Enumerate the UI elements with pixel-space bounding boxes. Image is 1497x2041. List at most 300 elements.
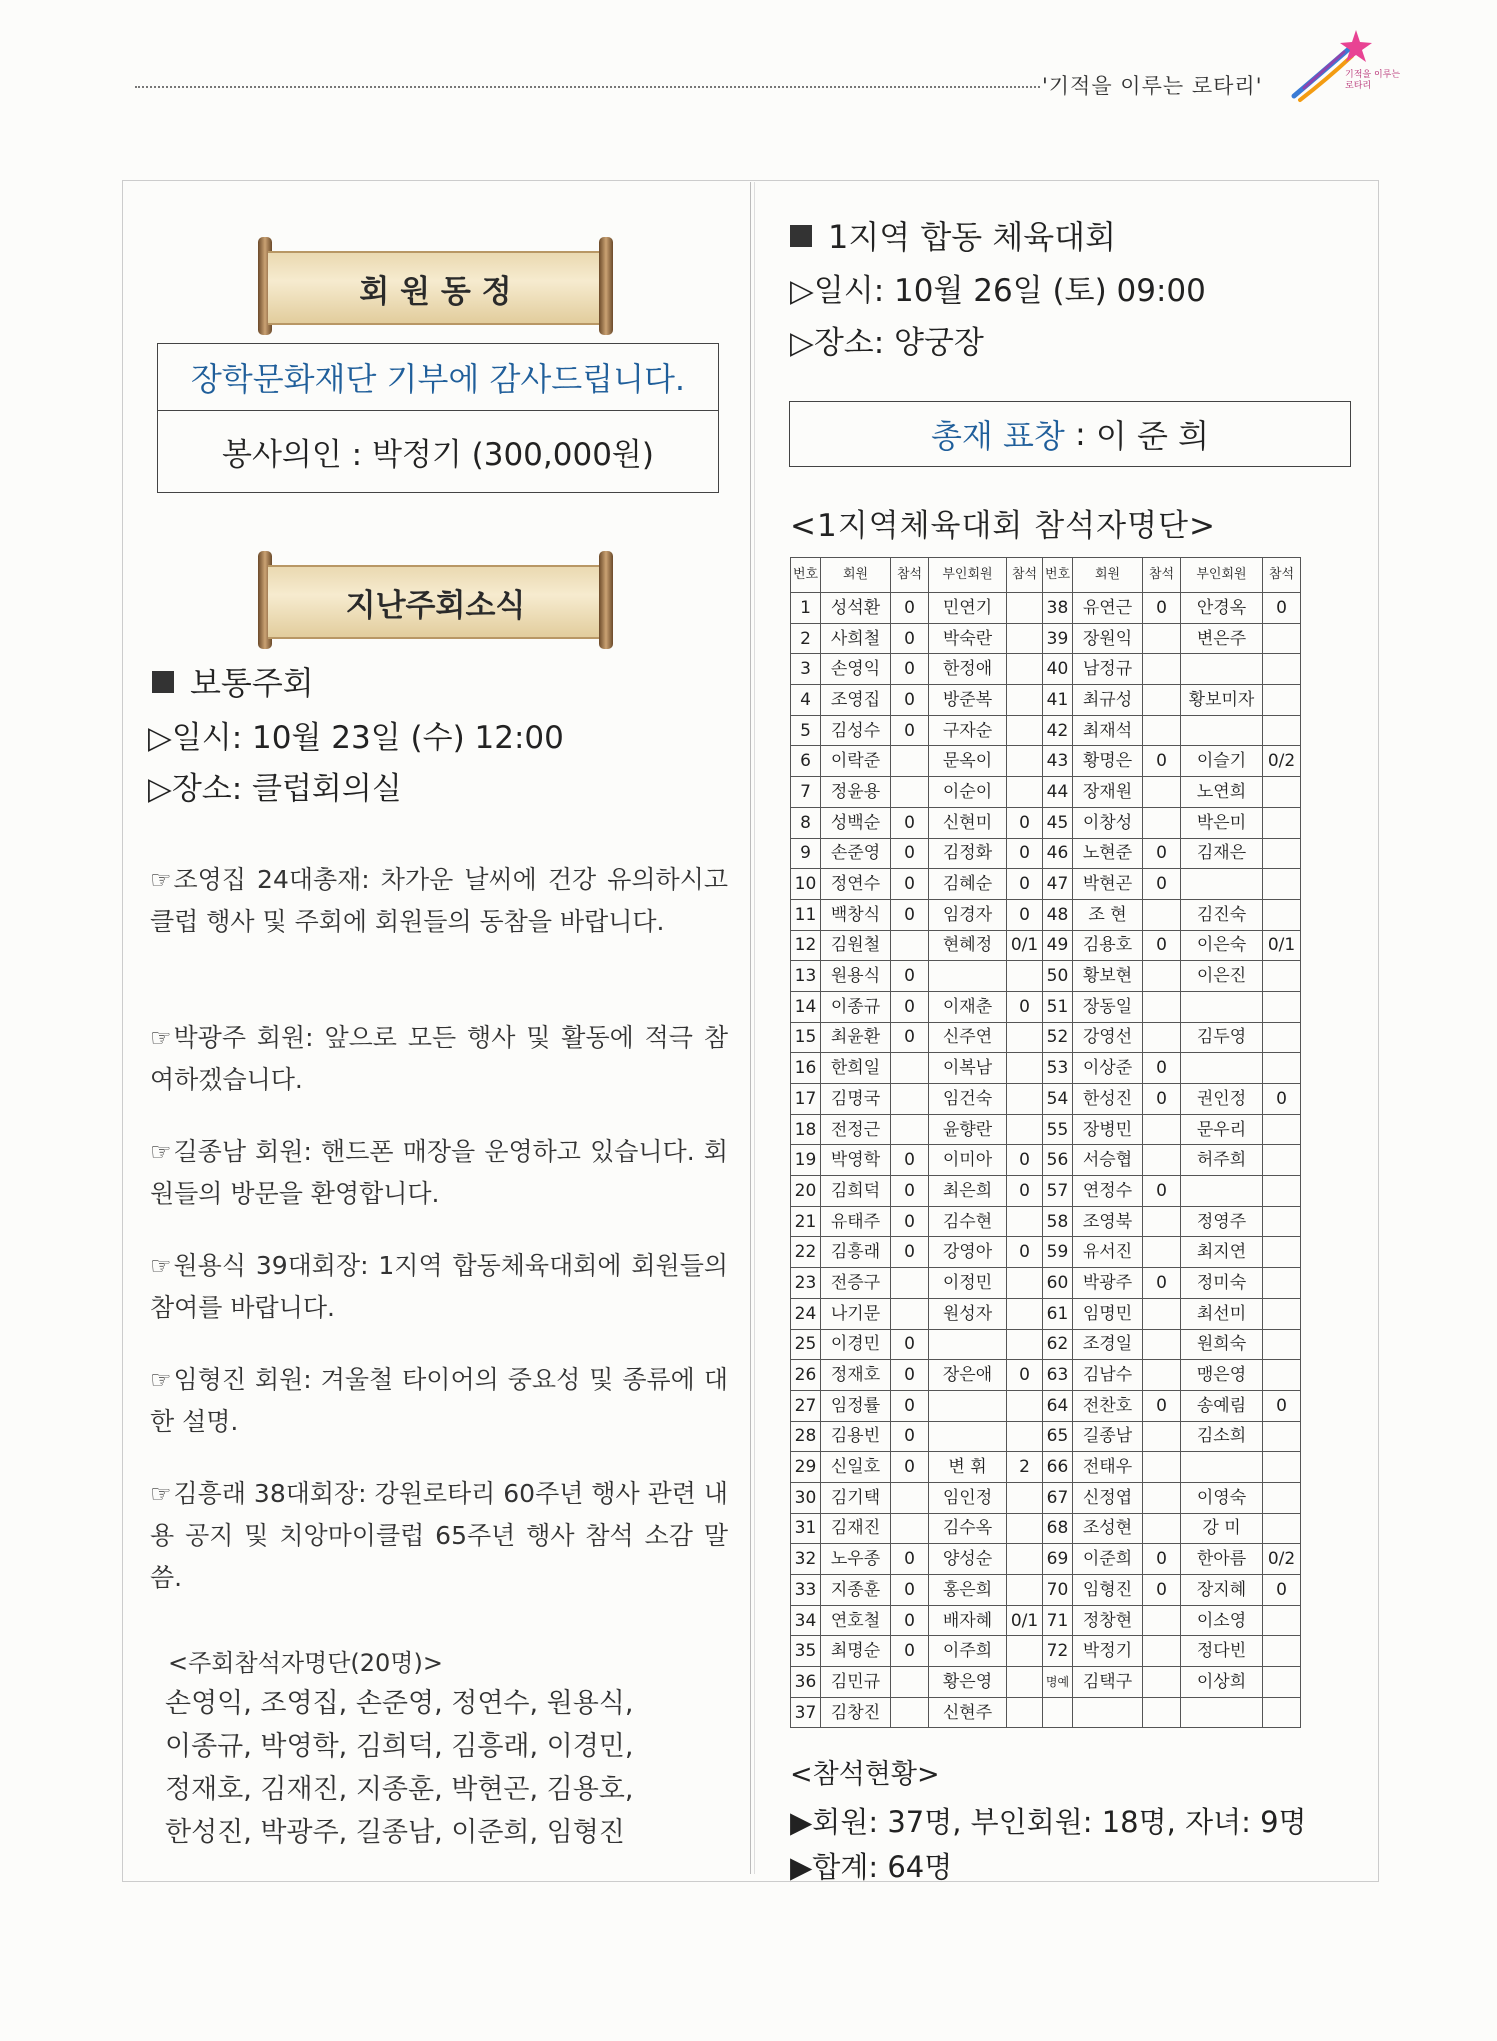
attendance-table-title: <1지역체육대회 참석자명단> bbox=[790, 508, 1216, 544]
table-row bbox=[791, 1053, 1301, 1084]
table-cell bbox=[891, 1513, 929, 1544]
table-cell bbox=[1181, 715, 1263, 746]
award-label: 총재 표창 bbox=[930, 417, 1065, 455]
table-row bbox=[791, 1421, 1301, 1452]
table-cell: 2 bbox=[791, 623, 821, 654]
roster-line: 한성진, 박광주, 길종남, 이준희, 임형진 bbox=[165, 1817, 625, 1848]
table-cell bbox=[1181, 869, 1263, 900]
table-cell: 72 bbox=[1043, 1636, 1073, 1667]
table-cell: 15 bbox=[791, 1022, 821, 1053]
table-row bbox=[791, 1575, 1301, 1606]
table-cell bbox=[1007, 1667, 1043, 1698]
table-cell: 0 bbox=[891, 1636, 929, 1667]
message-item: ☞원용식 39대회장: 1지역 합동체육대회에 회원들의 참여를 바랍니다. bbox=[150, 1251, 728, 1322]
table-cell bbox=[1181, 1053, 1263, 1084]
table-cell: 6 bbox=[791, 746, 821, 777]
table-cell: 0 bbox=[891, 1329, 929, 1360]
table-cell: 10 bbox=[791, 869, 821, 900]
table-cell: 5 bbox=[791, 715, 821, 746]
table-cell bbox=[891, 930, 929, 961]
donation-line: 봉사의인 : 박정기 (300,000원) bbox=[222, 436, 654, 473]
table-row bbox=[791, 961, 1301, 992]
table-cell: 김재은 bbox=[1181, 838, 1263, 869]
table-cell: 배자혜 bbox=[929, 1605, 1007, 1636]
table-cell bbox=[891, 1667, 929, 1698]
table-cell: 유태주 bbox=[821, 1206, 891, 1237]
table-cell bbox=[891, 1697, 929, 1728]
table-cell: 0/1 bbox=[1263, 930, 1301, 961]
table-cell bbox=[1143, 623, 1181, 654]
header-slogan: '기적을 이루는 로타리' bbox=[1042, 74, 1263, 98]
table-row bbox=[791, 1084, 1301, 1115]
table-cell: 1 bbox=[791, 593, 821, 624]
table-header-cell: 번호 bbox=[791, 558, 821, 593]
table-cell bbox=[1181, 654, 1263, 685]
roster-line: 손영익, 조영집, 손준영, 정연수, 원용식, bbox=[165, 1688, 634, 1719]
table-row bbox=[791, 1513, 1301, 1544]
table-cell: 37 bbox=[791, 1697, 821, 1728]
table-cell: 연정수 bbox=[1073, 1176, 1143, 1207]
column-divider-inner bbox=[754, 182, 755, 1874]
table-cell: 이소영 bbox=[1181, 1605, 1263, 1636]
table-cell: 김기택 bbox=[821, 1482, 891, 1513]
square-bullet-icon bbox=[152, 671, 174, 693]
table-cell: 이종규 bbox=[821, 991, 891, 1022]
table-cell: 성석환 bbox=[821, 593, 891, 624]
table-cell: 0 bbox=[1143, 746, 1181, 777]
table-cell: 김창진 bbox=[821, 1697, 891, 1728]
table-cell bbox=[891, 1268, 929, 1299]
table-cell: 0 bbox=[891, 1145, 929, 1176]
table-row bbox=[791, 1176, 1301, 1207]
table-cell: 이영숙 bbox=[1181, 1482, 1263, 1513]
table-cell: 0 bbox=[1263, 593, 1301, 624]
table-cell bbox=[1263, 685, 1301, 716]
table-cell: 강 미 bbox=[1181, 1513, 1263, 1544]
table-cell bbox=[1007, 777, 1043, 808]
pointing-hand-icon: ☞ bbox=[150, 1138, 172, 1166]
table-cell: 신정엽 bbox=[1073, 1482, 1143, 1513]
table-cell: 강영선 bbox=[1073, 1022, 1143, 1053]
table-cell: 9 bbox=[791, 838, 821, 869]
table-cell: 0/1 bbox=[1007, 1605, 1043, 1636]
table-cell: 박광주 bbox=[1073, 1268, 1143, 1299]
table-cell bbox=[1143, 1452, 1181, 1483]
table-cell: 0 bbox=[1007, 991, 1043, 1022]
table-cell: 0 bbox=[891, 1237, 929, 1268]
table-cell: 0 bbox=[891, 1176, 929, 1207]
table-cell: 0 bbox=[1143, 930, 1181, 961]
table-cell bbox=[1073, 1697, 1143, 1728]
award-box bbox=[789, 401, 1351, 467]
table-cell: 0 bbox=[1007, 838, 1043, 869]
section-scroll-member-news bbox=[258, 237, 613, 335]
table-cell bbox=[1263, 1053, 1301, 1084]
table-cell: 황보미자 bbox=[1181, 685, 1263, 716]
table-cell bbox=[1143, 961, 1181, 992]
table-cell: 민연기 bbox=[929, 593, 1007, 624]
status-members: ▶회원: 37명, 부인회원: 18명, 자녀: 9명 bbox=[790, 1805, 1307, 1839]
table-cell bbox=[1263, 807, 1301, 838]
message-item: ☞김흥래 38대회장: 강원로타리 60주년 행사 관련 내용 공지 및 치앙마이클럽 65주년 행사 참석 소감 말씀. bbox=[150, 1479, 728, 1592]
table-cell: 장재원 bbox=[1073, 777, 1143, 808]
pointing-hand-icon: ☞ bbox=[150, 1024, 172, 1052]
section-scroll-last-meeting bbox=[258, 551, 613, 649]
table-cell: 0 bbox=[1143, 1575, 1181, 1606]
roster-title: <주회참석자명단(20명)> bbox=[168, 1649, 443, 1677]
table-cell bbox=[1181, 1697, 1263, 1728]
table-cell: 정재호 bbox=[821, 1360, 891, 1391]
table-cell: 최선미 bbox=[1181, 1298, 1263, 1329]
table-cell bbox=[1263, 1237, 1301, 1268]
table-row bbox=[791, 1298, 1301, 1329]
table-cell: 0 bbox=[891, 1206, 929, 1237]
table-cell: 최은희 bbox=[929, 1176, 1007, 1207]
table-cell: 이준희 bbox=[1073, 1544, 1143, 1575]
table-cell: 0 bbox=[891, 1421, 929, 1452]
table-cell: 지종훈 bbox=[821, 1575, 891, 1606]
table-row bbox=[791, 899, 1301, 930]
table-cell bbox=[891, 777, 929, 808]
table-row bbox=[791, 1114, 1301, 1145]
table-cell: 38 bbox=[1043, 593, 1073, 624]
table-cell: 0 bbox=[891, 593, 929, 624]
table-cell: 0 bbox=[1007, 899, 1043, 930]
table-cell: 최재석 bbox=[1073, 715, 1143, 746]
table-cell bbox=[1007, 1544, 1043, 1575]
table-cell bbox=[1263, 1206, 1301, 1237]
table-cell: 송예림 bbox=[1181, 1390, 1263, 1421]
table-cell bbox=[1263, 899, 1301, 930]
table-cell: 김수옥 bbox=[929, 1513, 1007, 1544]
table-cell: 이은숙 bbox=[1181, 930, 1263, 961]
table-cell: 61 bbox=[1043, 1298, 1073, 1329]
table-cell: 성백순 bbox=[821, 807, 891, 838]
table-cell: 노우종 bbox=[821, 1544, 891, 1575]
table-cell: 0 bbox=[1007, 1176, 1043, 1207]
table-cell: 한성진 bbox=[1073, 1084, 1143, 1115]
table-cell: 김두영 bbox=[1181, 1022, 1263, 1053]
table-cell bbox=[1143, 1206, 1181, 1237]
table-cell: 임명민 bbox=[1073, 1298, 1143, 1329]
table-cell bbox=[1263, 1114, 1301, 1145]
table-cell: 백창식 bbox=[821, 899, 891, 930]
table-cell: 20 bbox=[791, 1176, 821, 1207]
table-cell: 문우리 bbox=[1181, 1114, 1263, 1145]
table-cell: 정영주 bbox=[1181, 1206, 1263, 1237]
table-row bbox=[791, 1544, 1301, 1575]
table-cell bbox=[891, 1114, 929, 1145]
table-cell: 이경민 bbox=[821, 1329, 891, 1360]
table-cell bbox=[1143, 899, 1181, 930]
table-cell: 황보현 bbox=[1073, 961, 1143, 992]
table-cell: 길종남 bbox=[1073, 1421, 1143, 1452]
event-date: ▷일시: 10월 26일 (토) 09:00 bbox=[790, 273, 1206, 309]
table-cell: 신현미 bbox=[929, 807, 1007, 838]
table-cell: 47 bbox=[1043, 869, 1073, 900]
table-cell: 장은애 bbox=[929, 1360, 1007, 1391]
table-cell bbox=[1263, 991, 1301, 1022]
pointing-hand-icon: ☞ bbox=[150, 1252, 172, 1280]
table-cell: 41 bbox=[1043, 685, 1073, 716]
table-cell bbox=[1143, 1329, 1181, 1360]
table-cell: 연호철 bbox=[821, 1605, 891, 1636]
table-cell: 김소희 bbox=[1181, 1421, 1263, 1452]
status-total: ▶합계: 64명 bbox=[790, 1850, 953, 1884]
table-row bbox=[791, 838, 1301, 869]
table-cell: 0 bbox=[891, 1022, 929, 1053]
table-cell: 조경일 bbox=[1073, 1329, 1143, 1360]
table-header-cell: 회원 bbox=[821, 558, 891, 593]
table-cell bbox=[1263, 838, 1301, 869]
table-cell bbox=[1007, 1636, 1043, 1667]
table-cell bbox=[1143, 654, 1181, 685]
table-cell: 유연근 bbox=[1073, 593, 1143, 624]
table-row bbox=[791, 991, 1301, 1022]
event-place: ▷장소: 양궁장 bbox=[790, 325, 984, 361]
table-cell: 65 bbox=[1043, 1421, 1073, 1452]
table-cell: 0 bbox=[1007, 869, 1043, 900]
table-cell: 노연희 bbox=[1181, 777, 1263, 808]
table-cell: 남정규 bbox=[1073, 654, 1143, 685]
message-item: ☞길종남 회원: 핸드폰 매장을 운영하고 있습니다. 회원들의 방문을 환영합니다. bbox=[150, 1137, 728, 1208]
table-cell: 정윤용 bbox=[821, 777, 891, 808]
table-cell bbox=[1007, 961, 1043, 992]
table-cell bbox=[1263, 1421, 1301, 1452]
table-cell: 34 bbox=[791, 1605, 821, 1636]
table-cell: 0 bbox=[891, 991, 929, 1022]
table-cell: 변 휘 bbox=[929, 1452, 1007, 1483]
table-cell: 0 bbox=[1007, 1145, 1043, 1176]
table-cell: 조영집 bbox=[821, 685, 891, 716]
table-cell: 전정근 bbox=[821, 1114, 891, 1145]
table-cell: 60 bbox=[1043, 1268, 1073, 1299]
table-cell: 이재춘 bbox=[929, 991, 1007, 1022]
table-cell: 손영익 bbox=[821, 654, 891, 685]
table-header-cell: 참석 bbox=[1263, 558, 1301, 593]
table-cell: 35 bbox=[791, 1636, 821, 1667]
table-cell: 정연수 bbox=[821, 869, 891, 900]
table-cell: 0 bbox=[891, 1575, 929, 1606]
message-item: ☞조영집 24대총재: 차가운 날씨에 건강 유의하시고 클럽 행사 및 주회에 회원들의 동참을 바랍니다. bbox=[150, 865, 728, 936]
table-cell: 나기문 bbox=[821, 1298, 891, 1329]
table-header-cell: 부인회원 bbox=[1181, 558, 1263, 593]
table-cell bbox=[1143, 1513, 1181, 1544]
table-row bbox=[791, 623, 1301, 654]
table-cell bbox=[1143, 1360, 1181, 1391]
roster-list bbox=[165, 1682, 725, 1854]
table-cell bbox=[1007, 1022, 1043, 1053]
table-cell: 임정률 bbox=[821, 1390, 891, 1421]
award-separator: : bbox=[1064, 415, 1096, 453]
table-cell: 18 bbox=[791, 1114, 821, 1145]
table-cell: 69 bbox=[1043, 1544, 1073, 1575]
table-cell: 12 bbox=[791, 930, 821, 961]
table-cell: 53 bbox=[1043, 1053, 1073, 1084]
table-cell: 13 bbox=[791, 961, 821, 992]
table-row bbox=[791, 1237, 1301, 1268]
table-cell: 55 bbox=[1043, 1114, 1073, 1145]
table-row bbox=[791, 1482, 1301, 1513]
table-cell: 임형진 bbox=[1073, 1575, 1143, 1606]
table-cell: 28 bbox=[791, 1421, 821, 1452]
table-cell: 0 bbox=[1263, 1084, 1301, 1115]
table-cell: 45 bbox=[1043, 807, 1073, 838]
table-cell: 62 bbox=[1043, 1329, 1073, 1360]
table-cell bbox=[891, 1298, 929, 1329]
table-cell bbox=[1007, 1513, 1043, 1544]
table-cell: 0 bbox=[891, 807, 929, 838]
message-item: ☞박광주 회원: 앞으로 모든 행사 및 활동에 적극 참여하겠습니다. bbox=[150, 1023, 728, 1094]
table-cell: 49 bbox=[1043, 930, 1073, 961]
table-cell: 신일호 bbox=[821, 1452, 891, 1483]
table-cell bbox=[1181, 991, 1263, 1022]
table-cell: 0 bbox=[1143, 1544, 1181, 1575]
table-cell: 권인정 bbox=[1181, 1084, 1263, 1115]
table-cell: 윤향란 bbox=[929, 1114, 1007, 1145]
table-cell: 변은주 bbox=[1181, 623, 1263, 654]
table-cell: 황명은 bbox=[1073, 746, 1143, 777]
table-cell: 장병민 bbox=[1073, 1114, 1143, 1145]
table-cell: 66 bbox=[1043, 1452, 1073, 1483]
table-cell: 2 bbox=[1007, 1452, 1043, 1483]
table-row bbox=[791, 930, 1301, 961]
table-cell: 50 bbox=[1043, 961, 1073, 992]
table-cell: 맹은영 bbox=[1181, 1360, 1263, 1391]
table-cell bbox=[1263, 1268, 1301, 1299]
table-cell: 박현곤 bbox=[1073, 869, 1143, 900]
table-cell: 32 bbox=[791, 1544, 821, 1575]
table-cell: 신주연 bbox=[929, 1022, 1007, 1053]
table-cell bbox=[1263, 1145, 1301, 1176]
table-header-cell: 부인회원 bbox=[929, 558, 1007, 593]
table-cell: 39 bbox=[1043, 623, 1073, 654]
table-cell: 김혜순 bbox=[929, 869, 1007, 900]
table-cell: 손준영 bbox=[821, 838, 891, 869]
meeting-date: ▷일시: 10월 23일 (수) 12:00 bbox=[148, 720, 564, 756]
table-cell bbox=[891, 1482, 929, 1513]
table-cell bbox=[1007, 1575, 1043, 1606]
table-cell: 원성자 bbox=[929, 1298, 1007, 1329]
table-header-cell: 번호 bbox=[1043, 558, 1073, 593]
table-cell: 임건숙 bbox=[929, 1084, 1007, 1115]
table-cell bbox=[891, 1084, 929, 1115]
table-row bbox=[791, 746, 1301, 777]
table-cell: 33 bbox=[791, 1575, 821, 1606]
table-cell: 29 bbox=[791, 1452, 821, 1483]
table-cell: 유서진 bbox=[1073, 1237, 1143, 1268]
table-cell: 14 bbox=[791, 991, 821, 1022]
table-header-row bbox=[791, 558, 1301, 593]
table-cell: 장원익 bbox=[1073, 623, 1143, 654]
table-cell: 문옥이 bbox=[929, 746, 1007, 777]
pointing-hand-icon: ☞ bbox=[150, 1480, 172, 1508]
table-cell: 한희일 bbox=[821, 1053, 891, 1084]
table-cell: 박숙란 bbox=[929, 623, 1007, 654]
table-cell bbox=[1143, 1421, 1181, 1452]
table-cell: 0 bbox=[1007, 1360, 1043, 1391]
table-row bbox=[791, 685, 1301, 716]
table-cell: 한아름 bbox=[1181, 1544, 1263, 1575]
table-cell: 이상준 bbox=[1073, 1053, 1143, 1084]
table-cell: 0 bbox=[1143, 1053, 1181, 1084]
table-cell bbox=[1263, 715, 1301, 746]
table-cell bbox=[1263, 1697, 1301, 1728]
table-cell bbox=[1007, 654, 1043, 685]
table-cell: 김민규 bbox=[821, 1667, 891, 1698]
table-cell: 한정애 bbox=[929, 654, 1007, 685]
table-cell: 0 bbox=[891, 715, 929, 746]
table-cell bbox=[1043, 1697, 1073, 1728]
table-cell: 19 bbox=[791, 1145, 821, 1176]
table-cell bbox=[1007, 685, 1043, 716]
table-cell: 11 bbox=[791, 899, 821, 930]
table-cell bbox=[929, 1390, 1007, 1421]
table-cell: 전찬호 bbox=[1073, 1390, 1143, 1421]
donation-heading: 장학문화재단 기부에 감사드립니다. bbox=[158, 344, 718, 411]
table-cell: 0 bbox=[1007, 1237, 1043, 1268]
table-cell: 김남수 bbox=[1073, 1360, 1143, 1391]
table-cell: 59 bbox=[1043, 1237, 1073, 1268]
message-item: ☞임형진 회원: 겨울철 타이어의 중요성 및 종류에 대한 설명. bbox=[150, 1365, 728, 1436]
table-header-cell: 회원 bbox=[1073, 558, 1143, 593]
table-cell: 63 bbox=[1043, 1360, 1073, 1391]
table-cell bbox=[1143, 991, 1181, 1022]
table-cell: 0/2 bbox=[1263, 746, 1301, 777]
table-cell: 이락준 bbox=[821, 746, 891, 777]
table-cell bbox=[1007, 1206, 1043, 1237]
table-cell: 0 bbox=[891, 623, 929, 654]
table-cell bbox=[1143, 715, 1181, 746]
table-cell: 장동일 bbox=[1073, 991, 1143, 1022]
table-cell bbox=[891, 1053, 929, 1084]
table-cell: 김정화 bbox=[929, 838, 1007, 869]
table-row bbox=[791, 1452, 1301, 1483]
section-title-last-meeting: 지난주회소식 bbox=[268, 565, 603, 639]
table-cell: 황은영 bbox=[929, 1667, 1007, 1698]
table-cell bbox=[1007, 1298, 1043, 1329]
table-cell bbox=[891, 746, 929, 777]
table-row bbox=[791, 1329, 1301, 1360]
table-cell bbox=[1263, 777, 1301, 808]
table-cell: 이순이 bbox=[929, 777, 1007, 808]
table-cell: 54 bbox=[1043, 1084, 1073, 1115]
table-cell: 36 bbox=[791, 1667, 821, 1698]
table-cell: 현혜정 bbox=[929, 930, 1007, 961]
table-cell bbox=[1007, 1268, 1043, 1299]
table-cell bbox=[1143, 685, 1181, 716]
meeting-place: ▷장소: 클럽회의실 bbox=[148, 771, 402, 807]
table-cell: 이주희 bbox=[929, 1636, 1007, 1667]
table-cell bbox=[1181, 1452, 1263, 1483]
section-title-member-news: 회 원 동 정 bbox=[268, 251, 603, 325]
table-cell: 김희덕 bbox=[821, 1176, 891, 1207]
table-cell bbox=[1007, 746, 1043, 777]
table-cell: 최규성 bbox=[1073, 685, 1143, 716]
table-cell bbox=[1007, 1421, 1043, 1452]
roster-line: 정재호, 김재진, 지종훈, 박현곤, 김용호, bbox=[165, 1774, 634, 1805]
table-cell bbox=[1263, 1176, 1301, 1207]
table-cell bbox=[1007, 1390, 1043, 1421]
pointing-hand-icon: ☞ bbox=[150, 1366, 172, 1394]
table-cell: 0 bbox=[1143, 1390, 1181, 1421]
table-cell bbox=[1143, 1298, 1181, 1329]
table-cell: 강영아 bbox=[929, 1237, 1007, 1268]
table-cell bbox=[1143, 1022, 1181, 1053]
table-cell: 김용빈 bbox=[821, 1421, 891, 1452]
table-cell: 42 bbox=[1043, 715, 1073, 746]
table-cell: 0/2 bbox=[1263, 1544, 1301, 1575]
